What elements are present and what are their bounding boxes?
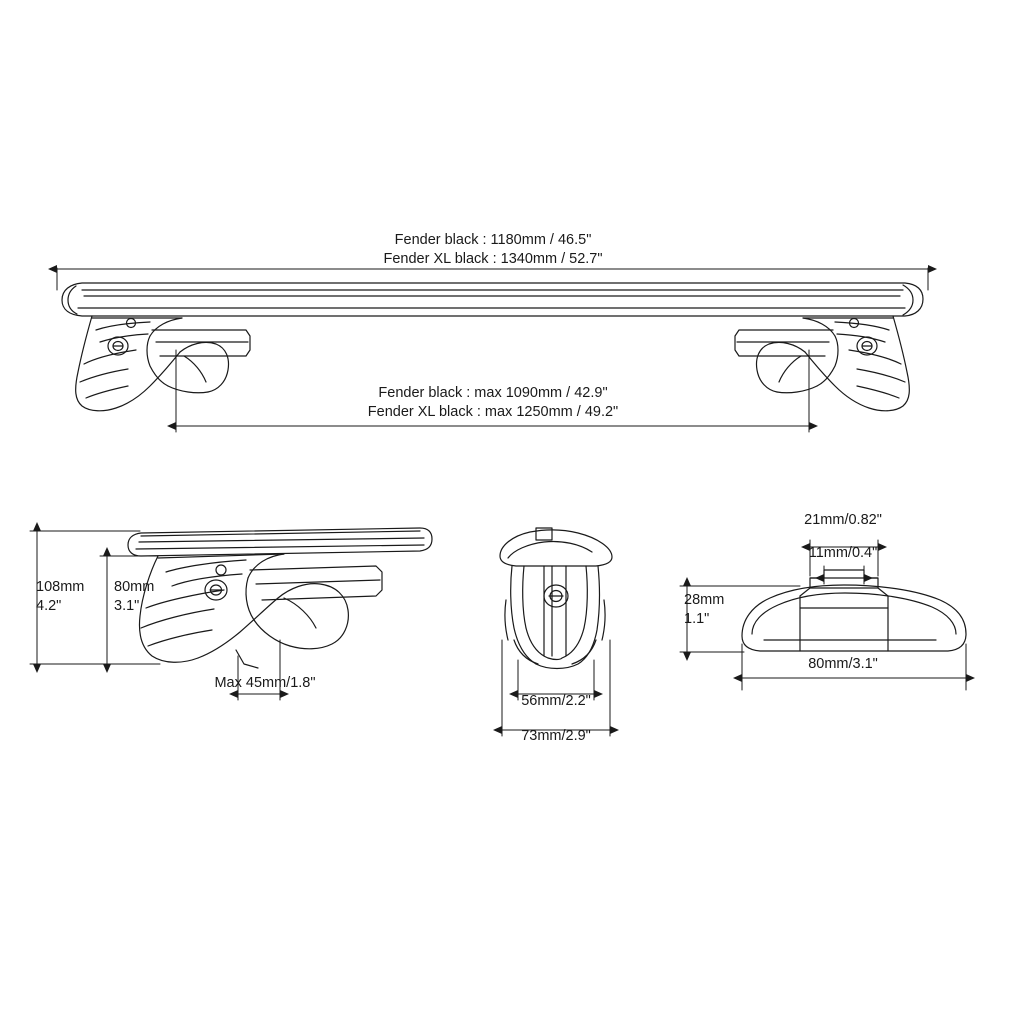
dim-overall-length <box>57 268 928 290</box>
label-overall-length-standard: Fender black : 1180mm / 46.5" <box>394 232 592 248</box>
label-overall-length-xl: Fender XL black : 1340mm / 52.7" <box>383 251 603 267</box>
label-inner-clamp-width: 56mm/2.2" <box>521 693 591 709</box>
top-view-bar <box>62 283 923 316</box>
label-foot-height-in: 3.1" <box>114 598 140 614</box>
label-section-height-mm: 28mm <box>684 592 725 608</box>
label-section-height-in: 1.1" <box>684 611 710 627</box>
label-total-height-in: 4.2" <box>36 598 62 614</box>
label-section-width: 80mm/3.1" <box>808 656 878 672</box>
label-max-offset: Max 45mm/1.8" <box>214 675 316 691</box>
label-total-height-mm: 108mm <box>36 579 85 595</box>
top-view-left-foot <box>76 316 250 411</box>
label-slot-outer-width: 21mm/0.82" <box>804 512 882 528</box>
dim-end-widths <box>502 640 610 736</box>
label-outer-clamp-width: 73mm/2.9" <box>521 728 591 744</box>
label-slot-inner-width: 11mm/0.4" <box>808 545 878 561</box>
label-foot-spread-xl: Fender XL black : max 1250mm / 49.2" <box>367 404 619 420</box>
section-view-profile <box>742 570 966 651</box>
label-foot-spread-standard: Fender black : max 1090mm / 42.9" <box>378 385 608 401</box>
label-foot-height-mm: 80mm <box>114 579 155 595</box>
top-view-right-foot <box>735 316 909 411</box>
end-view-clamp <box>500 528 612 669</box>
